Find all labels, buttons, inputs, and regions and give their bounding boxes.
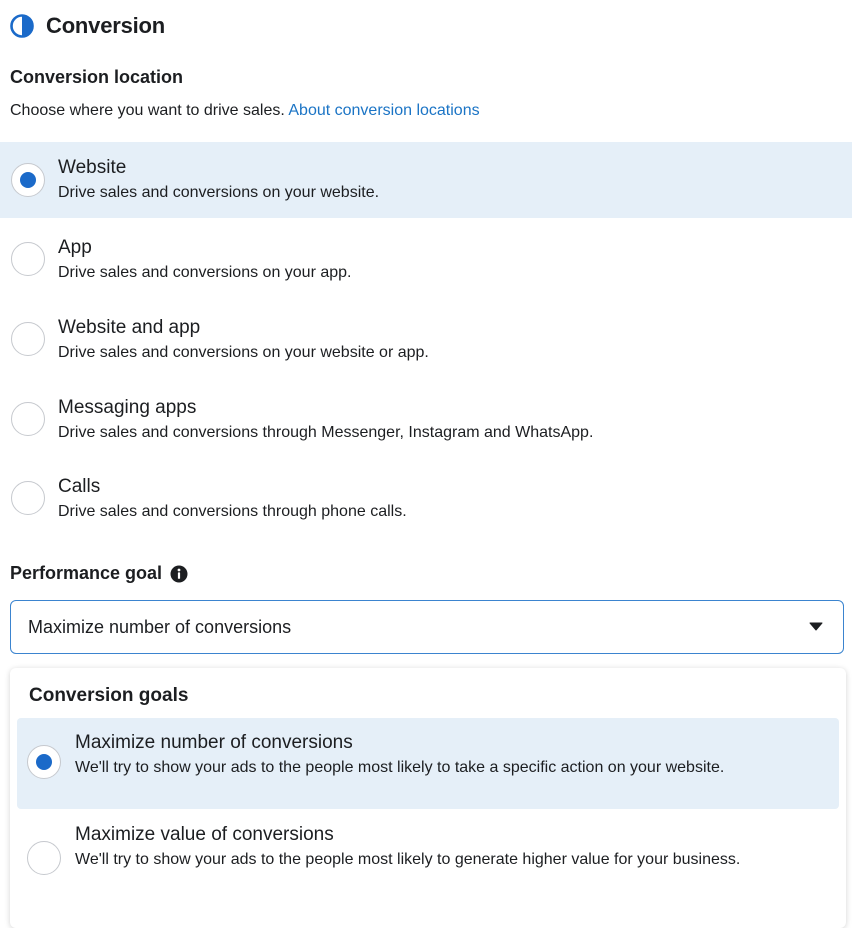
option-description: Drive sales and conversions through Messenger, Instagram and WhatsApp.	[58, 424, 594, 441]
option-label: Website and app	[58, 317, 201, 338]
option-description: Drive sales and conversions on your app.	[58, 264, 352, 281]
radio-website-and-app[interactable]	[11, 322, 45, 356]
radio-messaging-apps[interactable]	[11, 402, 45, 436]
radio-goal-value[interactable]	[27, 841, 61, 875]
option-label: Website	[58, 157, 127, 178]
option-description: Drive sales and conversions through phone calls.	[58, 503, 407, 520]
caret-down-icon	[809, 622, 823, 631]
goal-option-description: We'll try to show your ads to the people most likely to take a specific action on your website.	[75, 759, 725, 776]
option-label: App	[58, 237, 92, 258]
option-website[interactable]	[0, 142, 852, 218]
option-label: Calls	[58, 476, 101, 497]
option-website-and-app[interactable]	[0, 302, 852, 378]
section-header	[10, 13, 165, 39]
performance-goal-label: Performance goal	[10, 563, 163, 583]
conversion-location-description	[10, 102, 480, 120]
goal-option-label: Maximize value of conversions	[75, 824, 334, 845]
radio-dot	[20, 172, 36, 188]
radio-app[interactable]	[11, 242, 45, 276]
option-app[interactable]	[0, 222, 852, 298]
conversion-location-heading: Conversion location	[10, 67, 184, 87]
info-icon[interactable]	[170, 565, 188, 583]
goal-option-label: Maximize number of conversions	[75, 732, 353, 753]
radio-website[interactable]	[11, 163, 45, 197]
option-messaging-apps[interactable]	[0, 382, 852, 458]
goal-option-value[interactable]	[17, 811, 839, 911]
description-text: Choose where you want to drive sales.	[10, 102, 285, 119]
radio-goal-number[interactable]	[27, 745, 61, 779]
performance-goal-select[interactable]	[10, 600, 844, 654]
performance-goal-heading	[10, 563, 188, 584]
select-value: Maximize number of conversions	[28, 616, 292, 637]
about-conversion-locations-link[interactable]: About conversion locations	[288, 102, 480, 119]
option-description: Drive sales and conversions on your website or app.	[58, 344, 429, 361]
conversion-goals-title: Conversion goals	[29, 685, 189, 706]
radio-dot	[36, 754, 52, 770]
option-calls[interactable]	[0, 461, 852, 537]
radio-calls[interactable]	[11, 481, 45, 515]
section-title: Conversion	[46, 13, 166, 38]
conversion-goals-dropdown	[10, 668, 846, 928]
half-circle-icon	[10, 14, 34, 38]
goal-option-number[interactable]	[17, 718, 839, 809]
option-label: Messaging apps	[58, 397, 197, 418]
goal-option-description: We'll try to show your ads to the people most likely to generate higher value for your business.	[75, 851, 741, 868]
option-description: Drive sales and conversions on your website.	[58, 184, 380, 201]
